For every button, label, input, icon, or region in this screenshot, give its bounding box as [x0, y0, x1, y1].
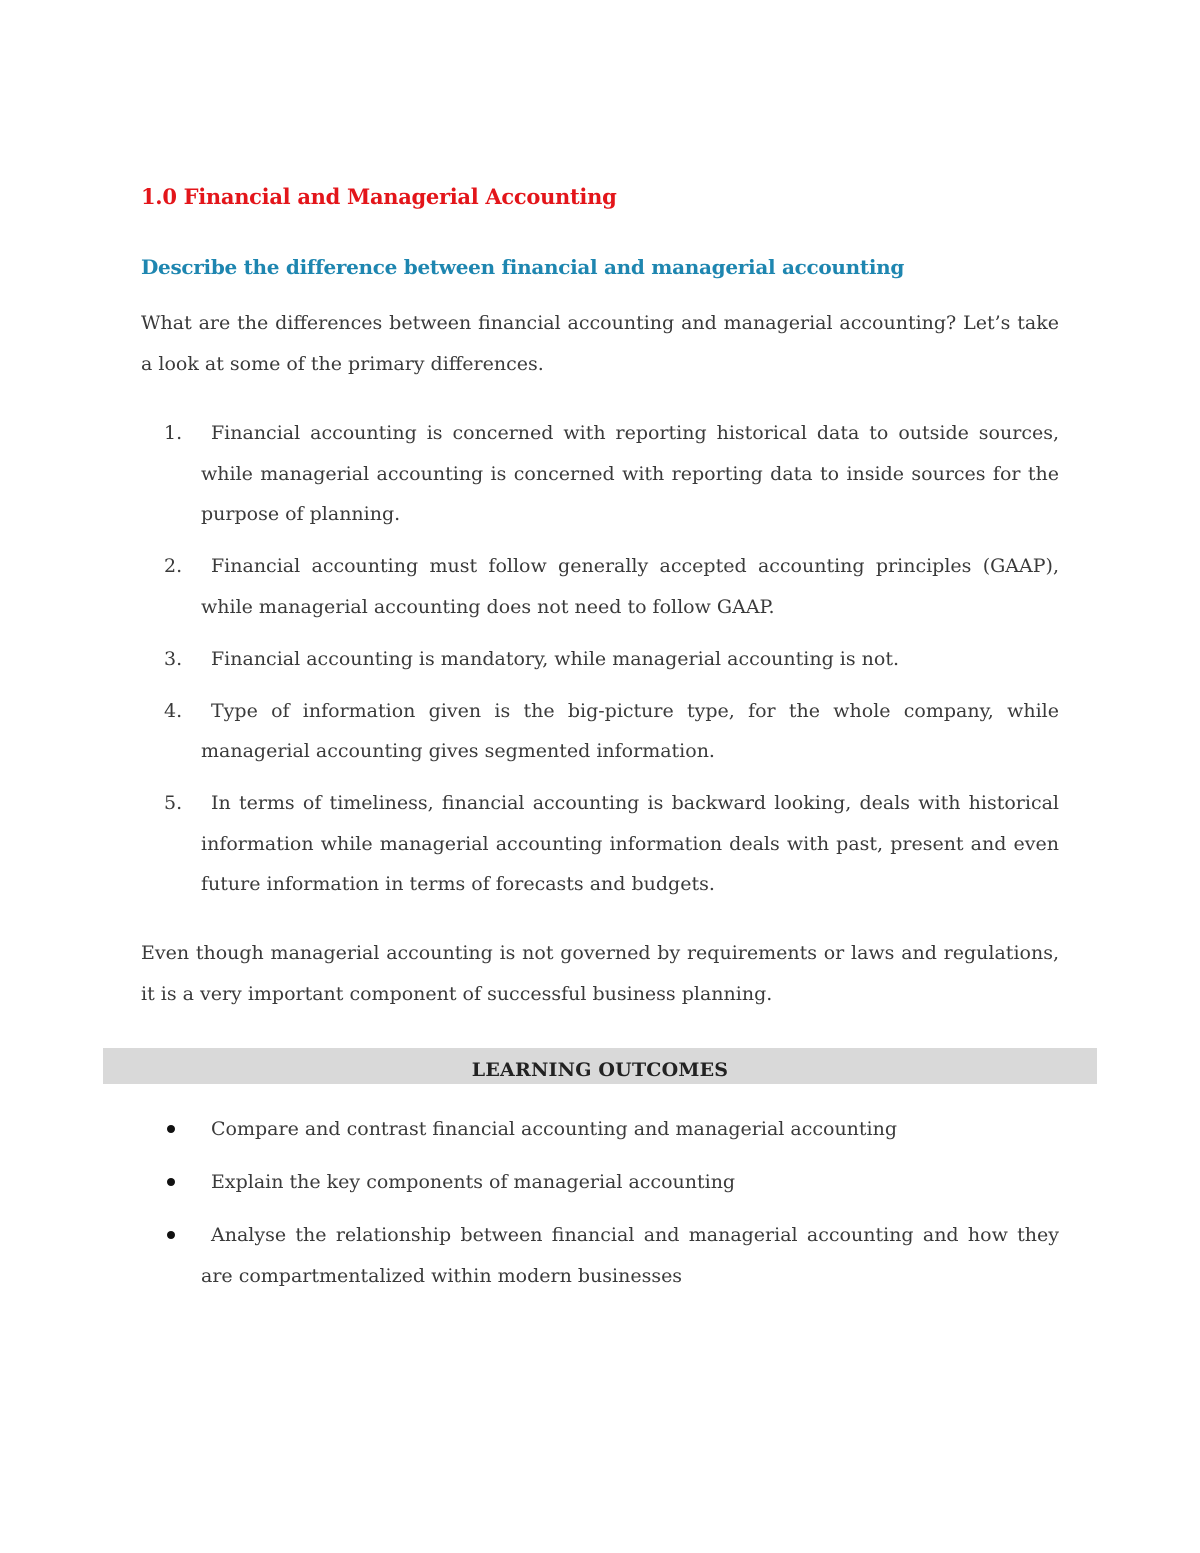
list-item — [141, 546, 1059, 627]
list-item — [141, 1109, 1059, 1150]
list-item — [141, 413, 1059, 535]
list-item-text: Analyse the relationship between financial and managerial accounting and how they are compartmentalized within modern businesses — [201, 1224, 1059, 1287]
list-item-number: 4. — [164, 699, 183, 722]
list-item — [141, 783, 1059, 905]
section-subheading: Describe the difference between financial and managerial accounting — [141, 255, 905, 279]
list-item — [141, 639, 1059, 680]
learning-outcomes-title: LEARNING OUTCOMES — [471, 1059, 729, 1081]
list-item — [141, 1215, 1059, 1296]
list-item-text: In terms of timeliness, financial accounting is backward looking, deals with historical information while managerial accounting information deals with past, present and even future information in terms of forecasts and budgets. — [201, 792, 1059, 895]
list-item-text: Explain the key components of managerial accounting — [211, 1171, 736, 1193]
list-item — [141, 1162, 1059, 1203]
section-heading: 1.0 Financial and Managerial Accounting — [141, 184, 617, 209]
differences-list — [141, 413, 1059, 916]
list-item-text: Compare and contrast financial accounting and managerial accounting — [211, 1118, 898, 1140]
list-item-number: 3. — [164, 647, 183, 670]
list-item-text: Financial accounting must follow generally accepted accounting principles (GAAP), while managerial accounting does not need to follow GAAP. — [201, 555, 1059, 618]
list-item — [141, 691, 1059, 772]
closing-paragraph: Even though managerial accounting is not governed by requirements or laws and regulations, it is a very important component of successful business planning. — [141, 942, 1059, 1005]
intro-paragraph: What are the differences between financial accounting and managerial accounting? Let’s take a look at some of the primary differences. — [141, 312, 1059, 375]
bullet-icon — [167, 1231, 175, 1239]
list-item-text: Financial accounting is mandatory, while managerial accounting is not. — [211, 647, 900, 670]
learning-outcomes-list — [141, 1109, 1059, 1309]
list-item-number: 5. — [164, 792, 183, 814]
learning-outcomes-banner — [103, 1048, 1097, 1084]
list-item-number: 2. — [164, 555, 183, 577]
bullet-icon — [167, 1178, 175, 1186]
list-item-number: 1. — [164, 422, 183, 444]
list-item-text: Financial accounting is concerned with reporting historical data to outside sources, while managerial accounting is concerned with reporting data to inside sources for the purpose of planning. — [201, 422, 1059, 525]
bullet-icon — [167, 1125, 175, 1133]
list-item-text: Type of information given is the big-picture type, for the whole company, while managerial accounting gives segmented information. — [201, 699, 1059, 762]
